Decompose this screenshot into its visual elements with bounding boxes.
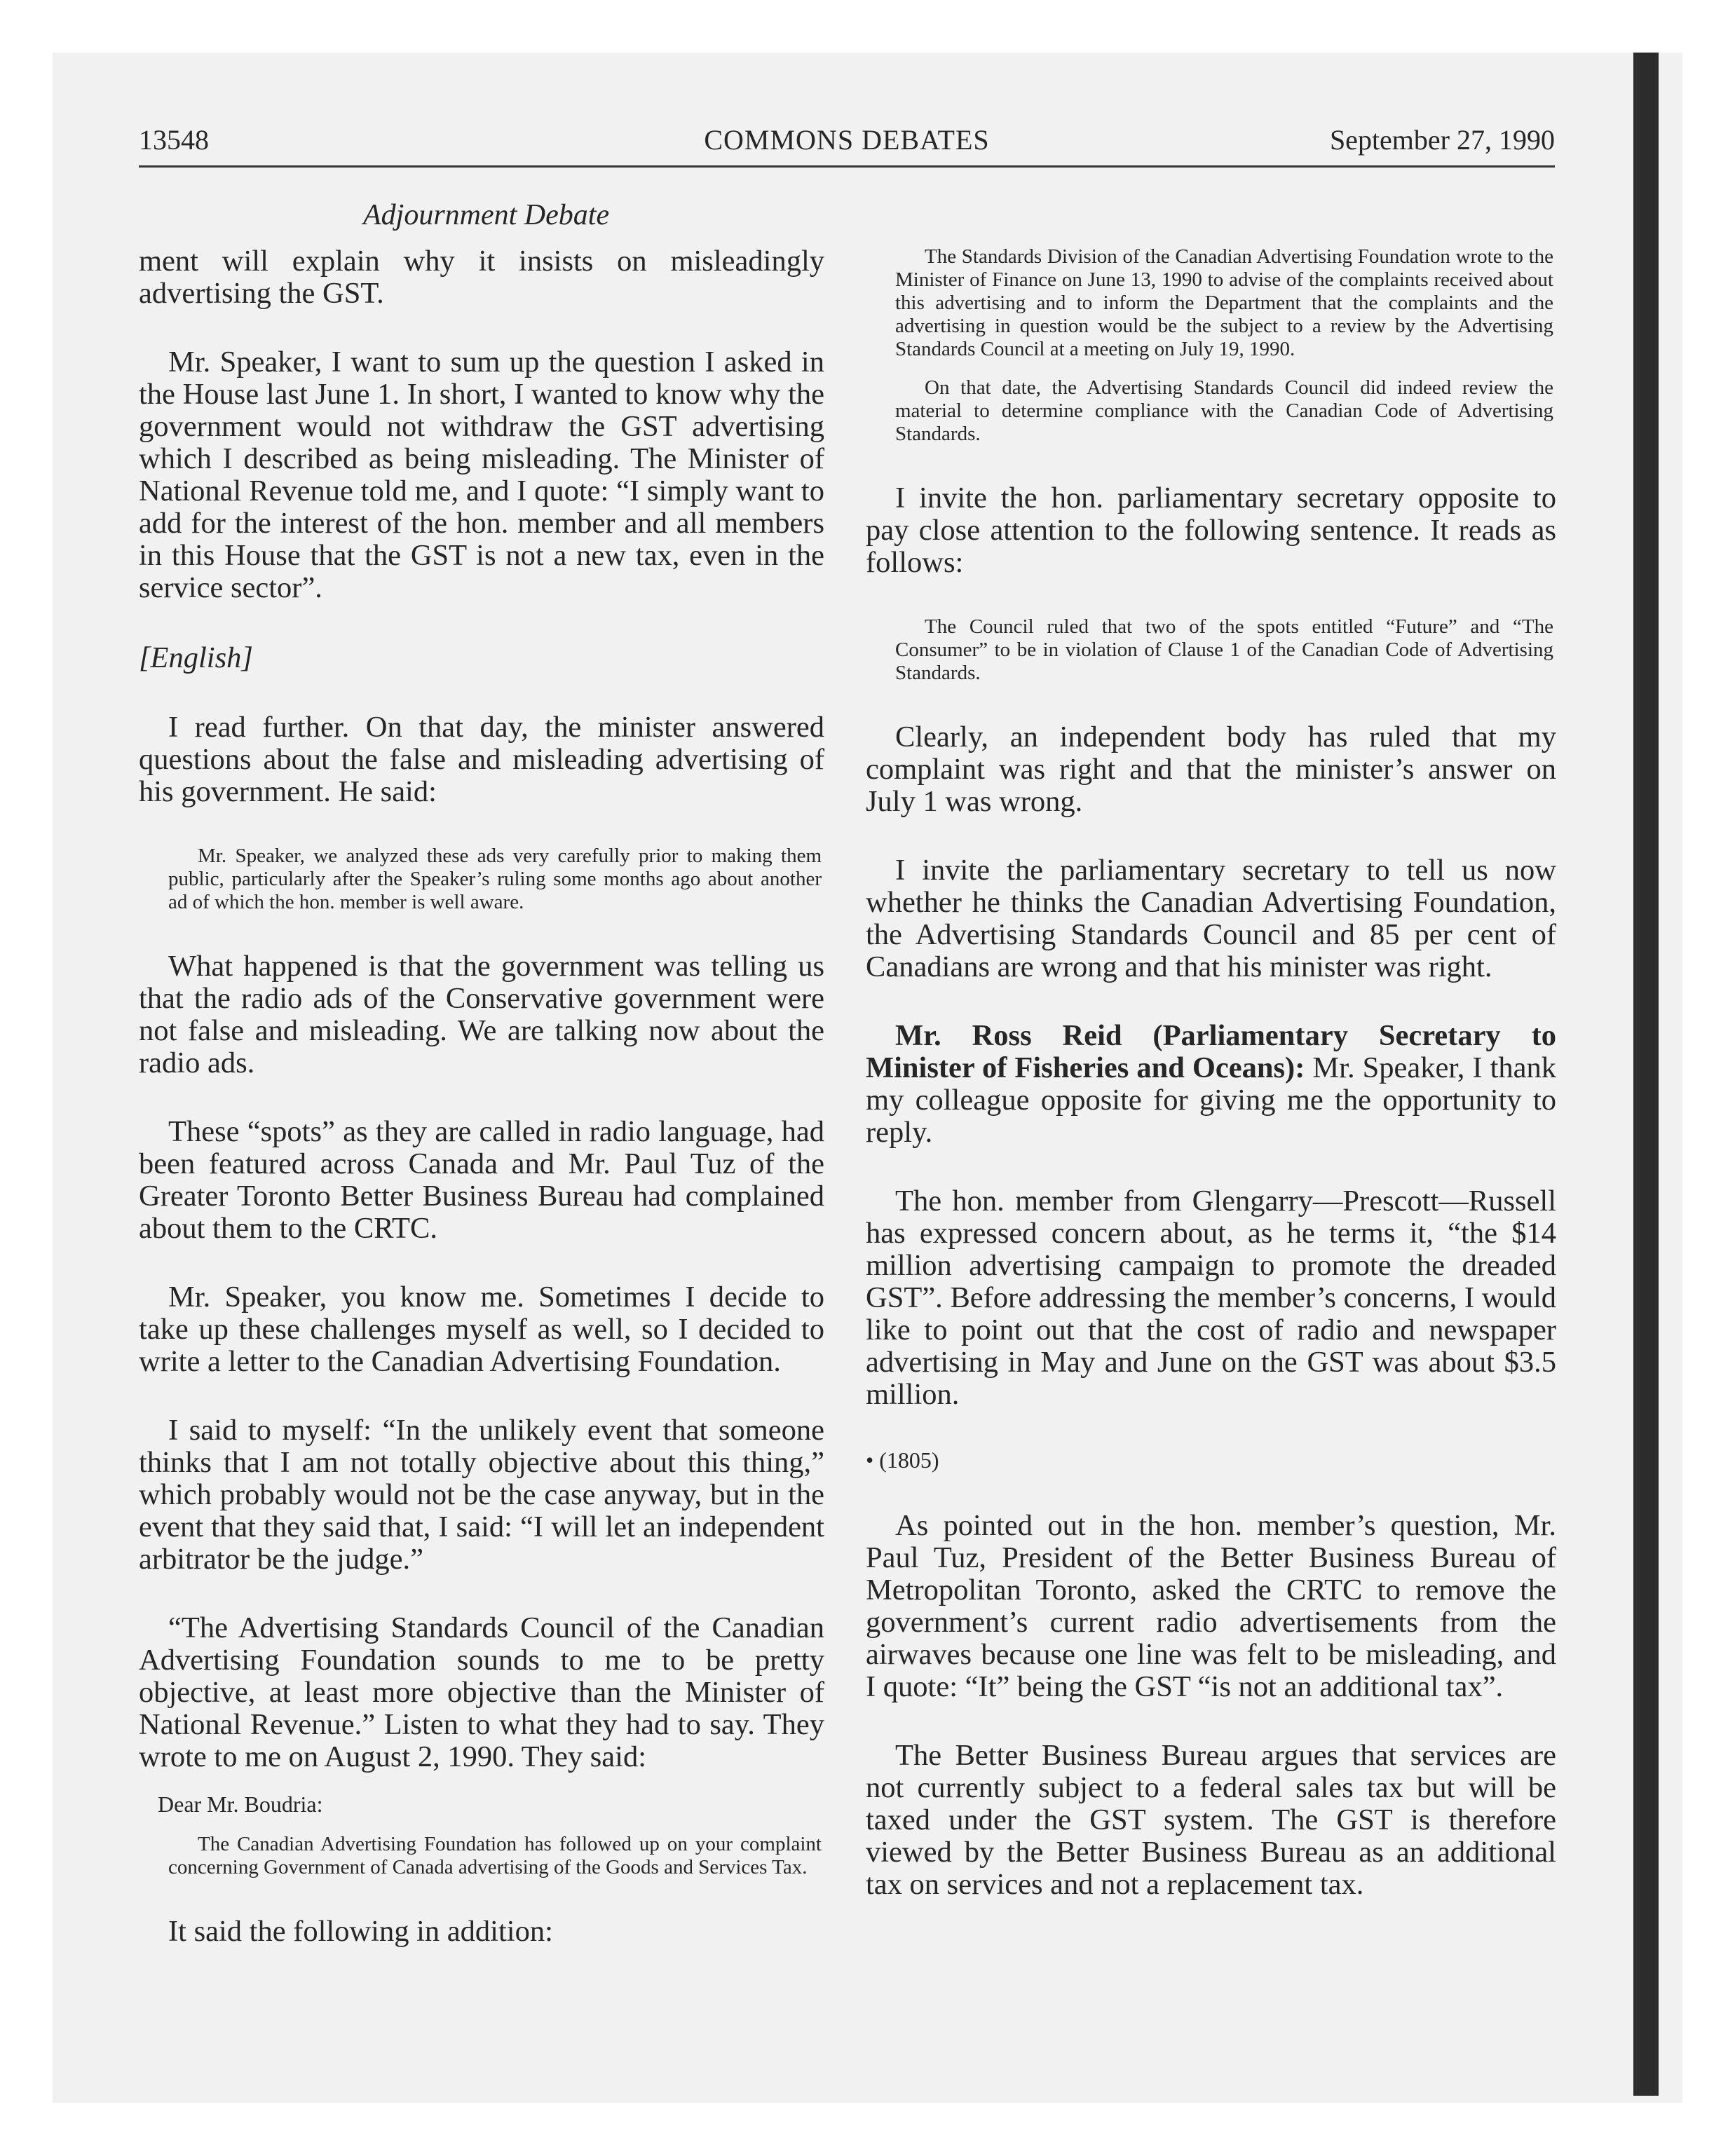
paragraph: I invite the parliamentary secretary to tell us now whether he thinks the Canadian Advertising Foundation, the Advertising Standards Council and 85 per cent of Canadians are wrong and that his minister was right. [866,854,1556,983]
header-rule [139,165,1555,168]
paragraph: As pointed out in the hon. member’s question, Mr. Paul Tuz, President of the Better Business Bureau of Metropolitan Toronto, asked the CRTC to remove the government’s current radio advertisements from the airwaves because one line was felt to be misleading, and I quote: “It” being the GST “is not an additional tax”. [866,1509,1556,1703]
block-quote [866,245,1556,446]
paragraph: I read further. On that day, the minister answered questions about the false and misleading advertising of his government. He said: [139,711,824,808]
language-marker: [English] [139,641,253,674]
page-header [139,123,1555,168]
paragraph: I invite the hon. parliamentary secretary opposite to pay close attention to the following sentence. It reads as follows: [866,482,1556,579]
paragraph [866,1020,1556,1149]
quote-text: The Canadian Advertising Foundation has followed up on your complaint concerning Government of Canada advertising of the Goods and Services Tax. [168,1833,822,1878]
block-quote [139,1833,824,1879]
quote-text: On that date, the Advertising Standards Council did indeed review the material to determine compliance with the Canadian Code of Advertising Standards. [895,376,1553,445]
paragraph: Clearly, an independent body has ruled that my complaint was right and that the minister’s answer on July 1 was wrong. [866,721,1556,818]
publication-date: September 27, 1990 [1329,124,1555,156]
quote-text: The Council ruled that two of the spots entitled “Future” and “The Consumer” to be in violation of Clause 1 of the Canadian Code of Advertising Standards. [895,615,1553,684]
left-column [139,245,824,1984]
paragraph: The hon. member from Glengarry—Prescott—Russell has expressed concern about, as he terms it, “the $14 million advertising campaign to promote the dreaded GST”. Before addressing the member’s concerns, I would like to point out that the cost of radio and newspaper advertising in May and June on the GST was about $3.5 million. [866,1185,1556,1411]
paragraph: “The Advertising Standards Council of the Canadian Advertising Foundation sounds to me to be pretty objective, at least more objective than the Minister of National Revenue.” Listen to what they had to say. They wrote to me on August 2, 1990. They said: [139,1611,824,1773]
letter-salutation: Dear Mr. Boudria: [158,1792,323,1817]
paragraph: Mr. Speaker, I want to sum up the question I asked in the House last June 1. In short, I wanted to know why the government would not withdraw the GST advertising which I described as being misleading. The Minister of National Revenue told me, and I quote: “I simply want to add for the interest of the hon. member and all members in this House that the GST is not a new tax, even in the service sector”. [139,346,824,604]
block-quote [866,615,1556,685]
scan-edge-shadow [1633,53,1659,2096]
paragraph: The Better Business Bureau argues that services are not currently subject to a federal sales tax but will be taxed under the GST system. The GST is therefore viewed by the Better Business Bureau as an additional tax on services and not a replacement tax. [866,1739,1556,1901]
right-column [866,245,1556,1937]
paragraph: I said to myself: “In the unlikely event that someone thinks that I am not totally objective about this thing,” which probably would not be the case anyway, but in the event that they said that, I said: “I will let an independent arbitrator be the judge.” [139,1414,824,1576]
speech-text: Mr. Speaker, I thank my colleague opposite for giving me the opportunity to reply. [866,1051,1556,1149]
page-number: 13548 [139,124,209,156]
quote-text: The Standards Division of the Canadian Advertising Foundation wrote to the Minister of Finance on June 13, 1990 to advise of the complaints received about this advertising and to inform the Department that the complaints and the advertising in question would be the subject to a review by the Advertising Standards Council at a meeting on July 19, 1990. [895,245,1553,360]
paragraph: These “spots” as they are called in radio language, had been featured across Canada and Mr. Paul Tuz of the Greater Toronto Better Business Bureau had complained about them to the CRTC. [139,1115,824,1245]
block-quote [139,845,824,914]
paragraph: It said the following in addition: [168,1915,553,1948]
speaker-name: Mr. Ross Reid (Parliamentary Secretary to Minister of Fisheries and Oceans): [866,1019,1556,1084]
section-subheading: Adjournment Debate [363,199,610,231]
paragraph: ment will explain why it insists on misleadingly advertising the GST. [139,245,824,310]
publication-title: COMMONS DEBATES [704,124,990,156]
paragraph: What happened is that the government was telling us that the radio ads of the Conservative government were not false and misleading. We are talking now about the radio ads. [139,950,824,1079]
time-marker: • (1805) [866,1447,939,1473]
paragraph: Mr. Speaker, you know me. Sometimes I decide to take up these challenges myself as well, so I decided to write a letter to the Canadian Advertising Foundation. [139,1281,824,1378]
quote-text: Mr. Speaker, we analyzed these ads very carefully prior to making them public, particularly after the Speaker’s ruling some months ago about another ad of which the hon. member is well aware. [168,845,822,913]
